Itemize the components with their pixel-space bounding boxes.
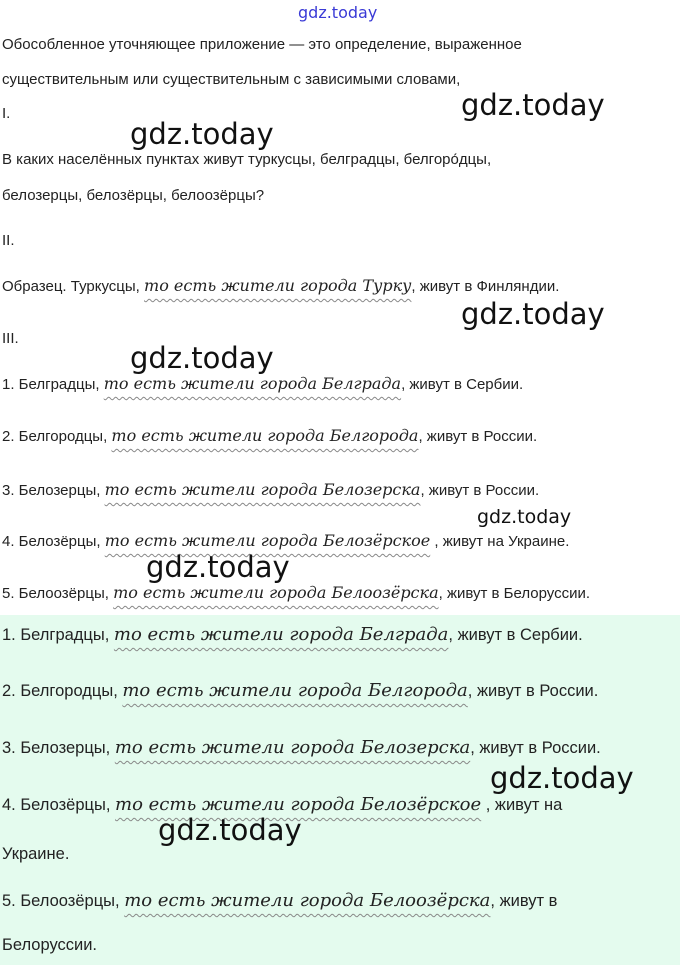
- watermark: gdz.today: [130, 341, 274, 375]
- section-1-numeral: I.: [2, 105, 11, 122]
- section-2-numeral: II.: [2, 232, 15, 249]
- answer-item: [2, 738, 601, 758]
- sample-apposition: то есть жители города Турку: [144, 276, 412, 295]
- watermark-top: gdz.today: [298, 3, 378, 22]
- watermark: gdz.today: [461, 297, 605, 331]
- item-predicate: , живут в Сербии.: [401, 376, 524, 393]
- item-predicate: , живут в России.: [467, 682, 599, 700]
- intro-line-2: существительным или существительным с зависимыми словами,: [2, 71, 461, 88]
- item-predicate: , живут в Сербии.: [448, 626, 583, 644]
- exercise-item: [2, 531, 569, 552]
- item-predicate: , живут на: [481, 796, 563, 814]
- sample-sentence: [2, 276, 559, 297]
- watermark: gdz.today: [146, 550, 290, 584]
- watermark: gdz.today: [490, 761, 634, 795]
- exercise-item: [2, 583, 590, 604]
- item-apposition: то есть жители города Белгорода: [111, 426, 419, 445]
- item-predicate: , живут в России.: [418, 428, 538, 445]
- item-subject: 1. Белградцы,: [2, 626, 114, 644]
- item-subject: 1. Белградцы,: [2, 376, 104, 393]
- answer-item-continuation: Украине.: [2, 845, 70, 863]
- item-subject: 4. Белозёрцы,: [2, 533, 105, 550]
- watermark: gdz.today: [477, 506, 572, 528]
- item-subject: 3. Белозерцы,: [2, 482, 105, 499]
- answer-item: [2, 795, 562, 815]
- item-subject: 2. Белгородцы,: [2, 682, 123, 700]
- item-predicate: , живут в России.: [420, 482, 540, 499]
- item-apposition: то есть жители города Белгорода: [122, 680, 468, 701]
- section-3-numeral: III.: [2, 330, 19, 347]
- item-apposition: то есть жители города Белграда: [103, 374, 402, 393]
- item-subject: 5. Белоозёрцы,: [2, 585, 114, 602]
- item-apposition: то есть жители города Белозерска: [104, 480, 421, 499]
- item-predicate: , живут на Украине.: [430, 533, 570, 550]
- exercise-item: [2, 374, 523, 395]
- watermark: gdz.today: [130, 117, 274, 151]
- item-subject: 4. Белозёрцы,: [2, 796, 116, 814]
- item-subject: 2. Белгородцы,: [2, 428, 112, 445]
- item-apposition: то есть жители города Белозёрское: [104, 531, 431, 550]
- item-apposition: то есть жители города Белграда: [113, 624, 449, 645]
- item-predicate: , живут в Белоруссии.: [438, 585, 591, 602]
- watermark: gdz.today: [461, 88, 605, 122]
- intro-line-1: Обособленное уточняющее приложение — это определение, выраженное: [2, 36, 522, 53]
- item-apposition: то есть жители города Белоозёрска: [113, 583, 439, 602]
- sample-after: , живут в Финляндии.: [411, 278, 560, 295]
- answer-item: [2, 681, 598, 701]
- item-apposition: то есть жители города Белозёрское: [115, 794, 482, 815]
- sample-before: Образец. Туркусцы,: [2, 278, 145, 295]
- item-predicate: , живут в: [490, 892, 558, 910]
- question-line-1: В каких населённых пунктах живут туркусцы, белградцы, белгоро́дцы,: [2, 151, 492, 168]
- watermark: gdz.today: [158, 813, 302, 847]
- item-subject: 5. Белоозёрцы,: [2, 892, 125, 910]
- item-apposition: то есть жители города Белозерска: [114, 737, 471, 758]
- item-subject: 3. Белозерцы,: [2, 739, 115, 757]
- item-apposition: то есть жители города Белоозёрска: [124, 890, 491, 911]
- item-predicate: , живут в России.: [470, 739, 601, 757]
- answer-item-continuation: Белоруссии.: [2, 936, 98, 954]
- answer-item: [2, 891, 557, 911]
- answer-item: [2, 625, 583, 645]
- exercise-item: [2, 426, 537, 447]
- exercise-item: [2, 480, 539, 501]
- question-line-2: белозерцы, белозёрцы, белоозёрцы?: [2, 187, 265, 204]
